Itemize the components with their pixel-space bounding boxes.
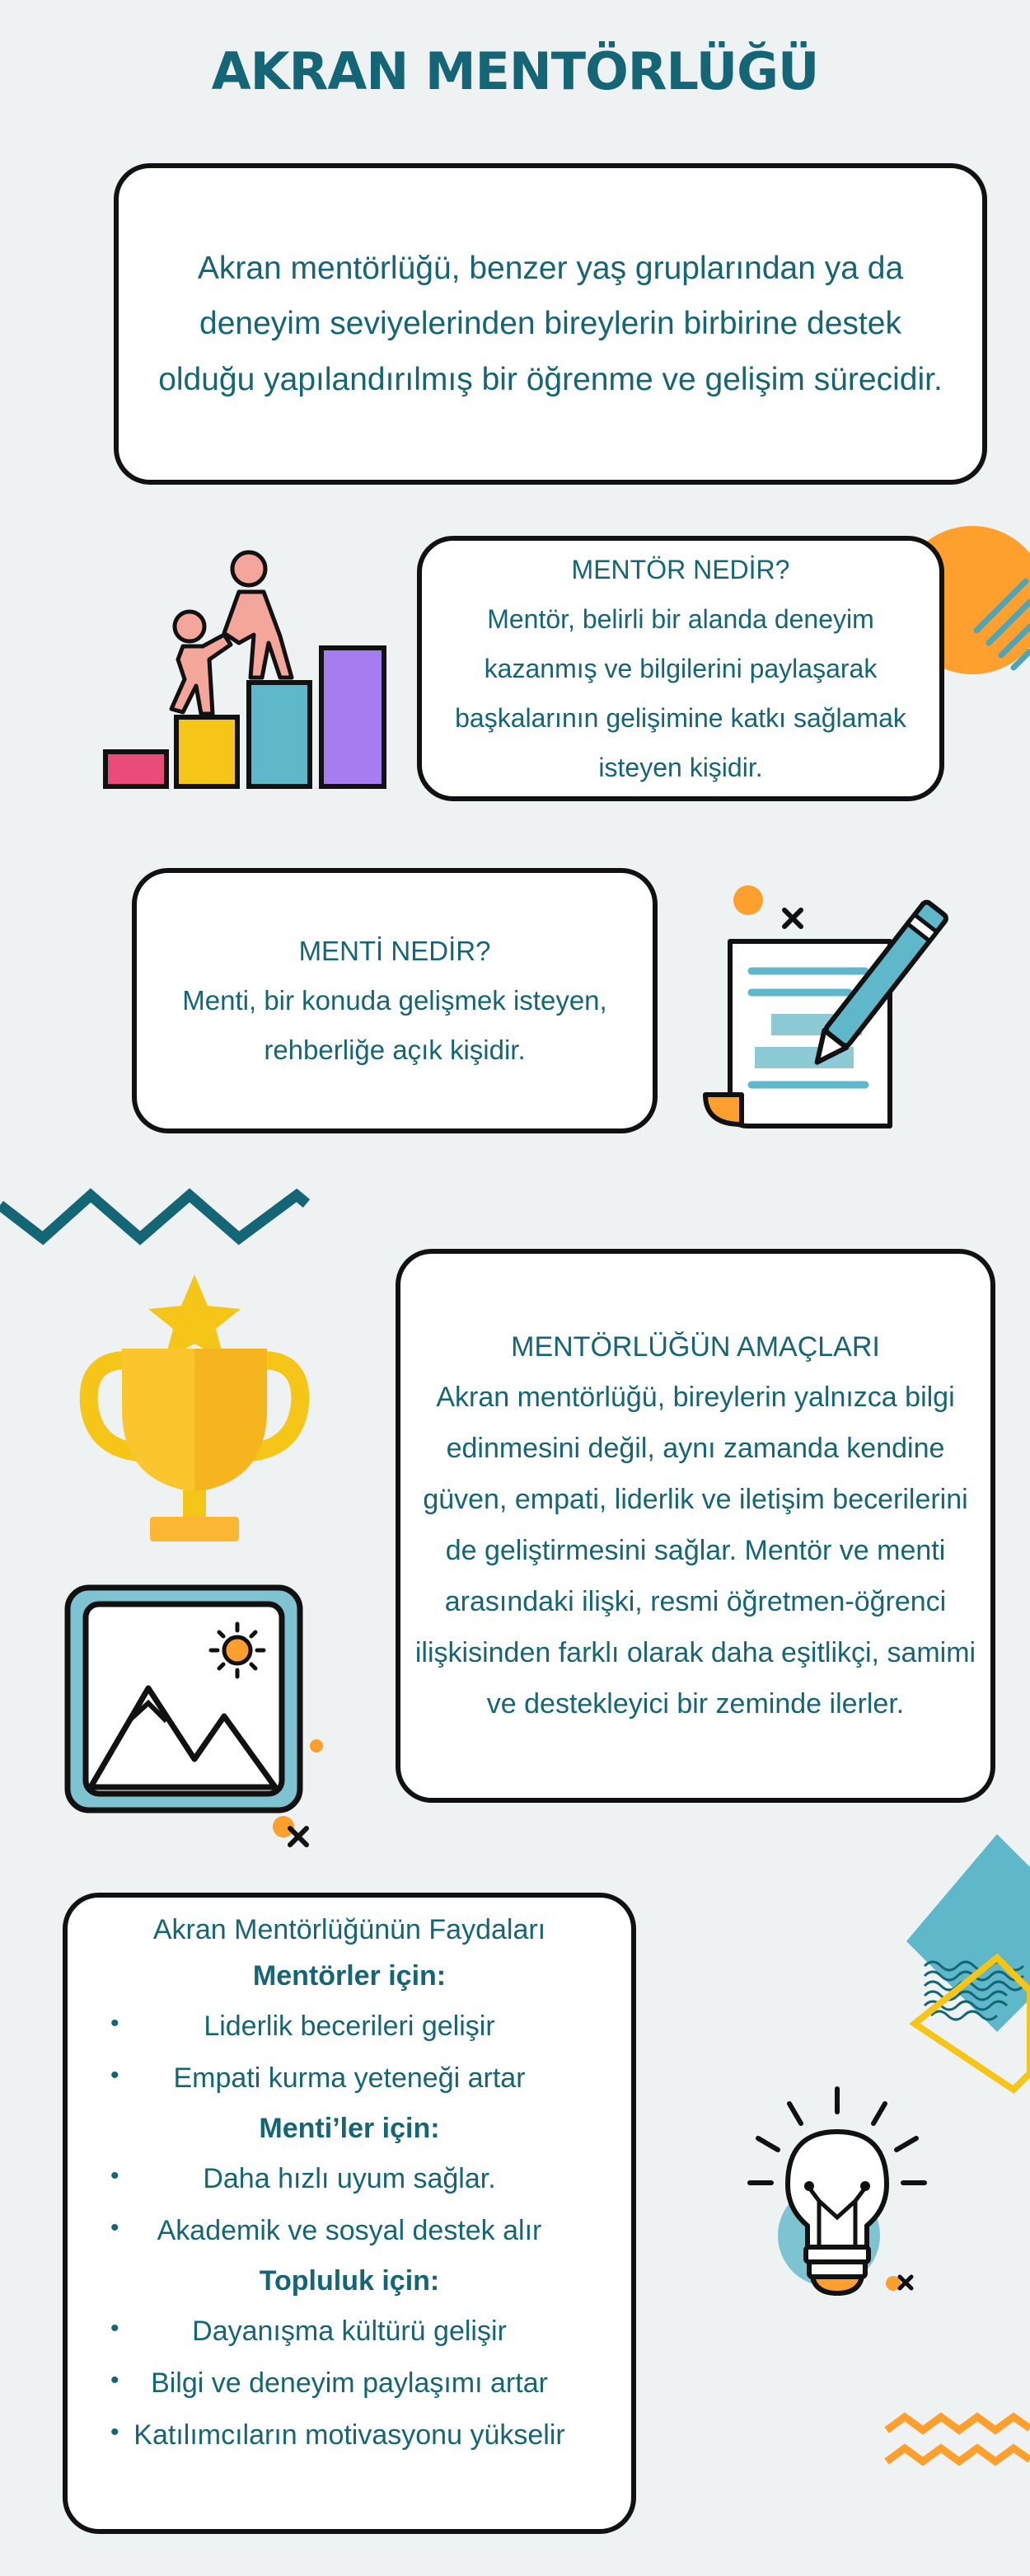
mentor-heading: MENTÖR NEDİR? <box>571 554 790 584</box>
intro-text: Akran mentörlüğü, benzer yaş gruplarından ya da deneyim seviyelerinden bireylerin birbirine destek olduğu yapılandırılmış bir öğrenme ve gelişim sürecidir. <box>158 251 943 397</box>
mentor-text: Mentör, belirli bir alanda deneyim kazanmış ve bilgilerini paylaşarak başkalarının gelişimine katkı sağlamak isteyen kişidir. <box>455 603 906 783</box>
lightbulb-icon <box>747 2086 928 2308</box>
menti-card <box>132 868 658 1133</box>
list-item: • Empati kurma yeteneği artar <box>76 2053 623 2104</box>
mentor-card <box>417 536 944 801</box>
page-title: AKRAN MENTÖRLÜĞÜ <box>211 41 819 101</box>
picture-mountains-icon <box>63 1583 343 1855</box>
menti-text: Menti, bir konuda gelişmek isteyen, rehberliğe açık kişidir. <box>182 984 607 1066</box>
list-item: • Akademik ve sosyal destek alır <box>76 2205 623 2257</box>
list-item: • Katılımcıların motivasyonu yükselir <box>76 2409 623 2461</box>
trophy-icon <box>79 1269 310 1558</box>
aims-heading: MENTÖRLÜĞÜN AMAÇLARI <box>511 1330 880 1363</box>
list-item: • Daha hızlı uyum sağlar. <box>76 2153 623 2205</box>
diamond-decoration <box>906 1834 1030 2119</box>
benefits-list <box>76 2306 623 2462</box>
document-pen-icon <box>692 874 956 1133</box>
benefits-heading: Akran Mentörlüğünün Faydaları <box>152 1914 546 1945</box>
benefits-group-title: Topluluk için: <box>259 2265 440 2297</box>
benefits-card <box>63 1893 636 2534</box>
aims-text: Akran mentörlüğü, bireylerin yalnızca bilgi edinmesini değil, aynı zamanda kendine güven, empati, liderlik ve iletişim becerilerini de geliştirmesini sağlar. Mentör ve menti arasındaki ilişki, resmi öğretmen-öğrenci ilişkisinden farklı olarak daha eşitlikçi, samimi ve destekleyici bir zeminde ilerler. <box>414 1382 976 1720</box>
mentoring-steps-illustration <box>101 544 397 795</box>
list-item: • Dayanışma kültürü gelişir <box>76 2306 623 2358</box>
orange-zigzag-decoration <box>887 2412 1030 2478</box>
benefits-group-title: Menti’ler için: <box>259 2113 440 2145</box>
list-item: • Liderlik becerileri gelişir <box>76 2001 623 2053</box>
benefits-list <box>76 2153 623 2257</box>
benefits-list <box>76 2001 623 2104</box>
list-item: • Bilgi ve deneyim paylaşımı artar <box>76 2358 623 2409</box>
intro-card <box>114 163 987 485</box>
menti-heading: MENTİ NEDİR? <box>298 935 491 966</box>
zigzag-decoration <box>0 1187 313 1245</box>
aims-card <box>396 1249 995 1803</box>
benefits-group-title: Mentörler için: <box>252 1960 447 1992</box>
